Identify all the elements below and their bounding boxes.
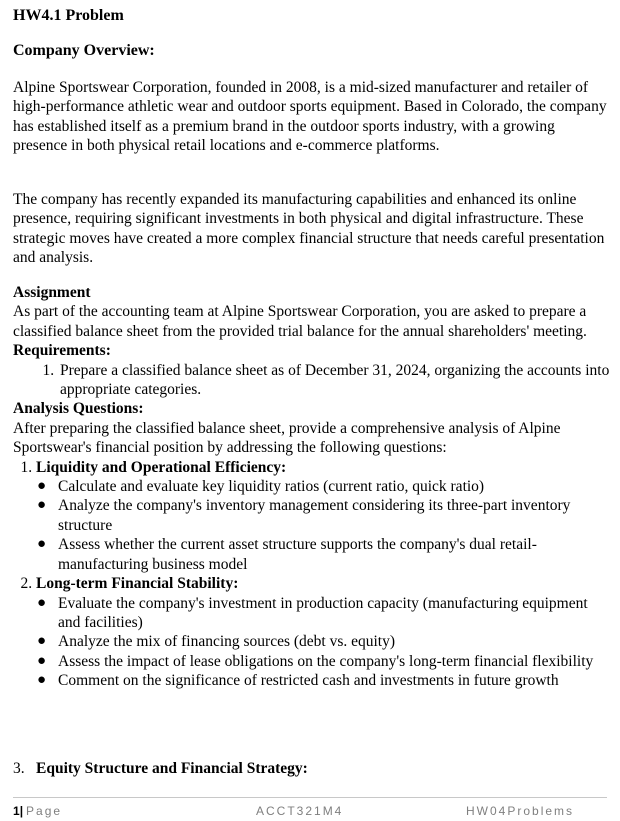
- analysis-question-3: [13, 759, 308, 778]
- bullet-icon: ●: [37, 478, 47, 495]
- bullet-item: [37, 671, 613, 690]
- question-bullets: [36, 477, 613, 574]
- assignment-text: As part of the accounting team at Alpine Sportswear Corporation, you are asked to prepare a classified balance sheet from the provided trial balance for the annual shareholders' meeting.: [13, 303, 587, 340]
- bullet-text: Assess whether the current asset structure supports the company's dual retail-manufacturing business model: [58, 536, 537, 573]
- assignment-heading: Assignment: [13, 284, 91, 301]
- page-footer: [0, 802, 620, 818]
- bullet-text: Analyze the mix of financing sources (debt vs. equity): [58, 633, 396, 651]
- bullet-icon: ●: [37, 633, 47, 650]
- analysis-intro: After preparing the classified balance sheet, provide a comprehensive analysis of Alpine Sportswear's financial position by addressing the following questions:: [13, 419, 561, 457]
- bullet-text: Analyze the company's inventory management considering its three-part inventory structure: [58, 497, 571, 534]
- bullet-item: [37, 652, 613, 671]
- footer-divider: [13, 797, 607, 798]
- bullet-item: [37, 477, 613, 496]
- bullet-icon: ●: [37, 594, 47, 611]
- document-title: HW4.1 Problem: [13, 7, 124, 24]
- bullet-text: Assess the impact of lease obligations on the company's long-term financial flexibility: [58, 652, 594, 670]
- requirements-list: [13, 361, 613, 400]
- question-bullets: [36, 594, 613, 691]
- bullet-text: Comment on the significance of restricted cash and investments in future growth: [58, 672, 559, 690]
- question-title: Liquidity and Operational Efficiency:: [36, 458, 287, 476]
- footer-page-indicator: [13, 802, 62, 821]
- page-word: Page: [26, 804, 63, 818]
- analysis-question-1: [36, 458, 613, 574]
- bullet-text: Calculate and evaluate key liquidity ratios (current ratio, quick ratio): [58, 478, 485, 496]
- assignment-section: [13, 283, 613, 691]
- requirement-item: 1. Prepare a classified balance sheet as of December 31, 2024, organizing the accounts into appropriate categories.: [58, 361, 613, 400]
- bullet-item: [37, 594, 613, 633]
- analysis-question-2: [36, 574, 613, 690]
- bullet-icon: ●: [37, 497, 47, 514]
- overview-paragraph-1: Alpine Sportswear Corporation, founded in 2008, is a mid-sized manufacturer and retailer of high-performance athletic wear and outdoor sports equipment. Based in Colorado, the company has established itself as a premium brand in the outdoor sports industry, with a growing presence in both physical retail locations and e-commerce platforms.: [13, 79, 607, 155]
- footer-course-code: ACCT321M4: [256, 804, 344, 818]
- question-title: Long-term Financial Stability:: [36, 575, 239, 593]
- bullet-icon: ●: [37, 536, 47, 553]
- bullet-text: Evaluate the company's investment in production capacity (manufacturing equipment and facilities): [58, 594, 588, 631]
- bullet-item: [37, 535, 613, 574]
- overview-paragraph-2: The company has recently expanded its manufacturing capabilities and enhanced its online presence, requiring significant investments in both physical and digital infrastructure. These strategic moves have created a more complex financial structure that needs careful presentation and analysis.: [13, 191, 605, 267]
- page-separator: |: [19, 804, 24, 818]
- analysis-heading: Analysis Questions:: [13, 400, 144, 418]
- footer-document-name: HW04Problems: [466, 804, 575, 818]
- question-title: Equity Structure and Financial Strategy:: [36, 760, 308, 777]
- bullet-item: [37, 632, 613, 651]
- bullet-icon: ●: [37, 652, 47, 669]
- bullet-icon: ●: [37, 672, 47, 689]
- page-number: 1: [13, 804, 20, 818]
- question-number: 3.: [13, 760, 25, 777]
- company-overview-heading: Company Overview:: [13, 42, 155, 59]
- analysis-questions-list: [13, 458, 613, 691]
- bullet-item: [37, 496, 613, 535]
- requirements-heading: Requirements:: [13, 342, 111, 360]
